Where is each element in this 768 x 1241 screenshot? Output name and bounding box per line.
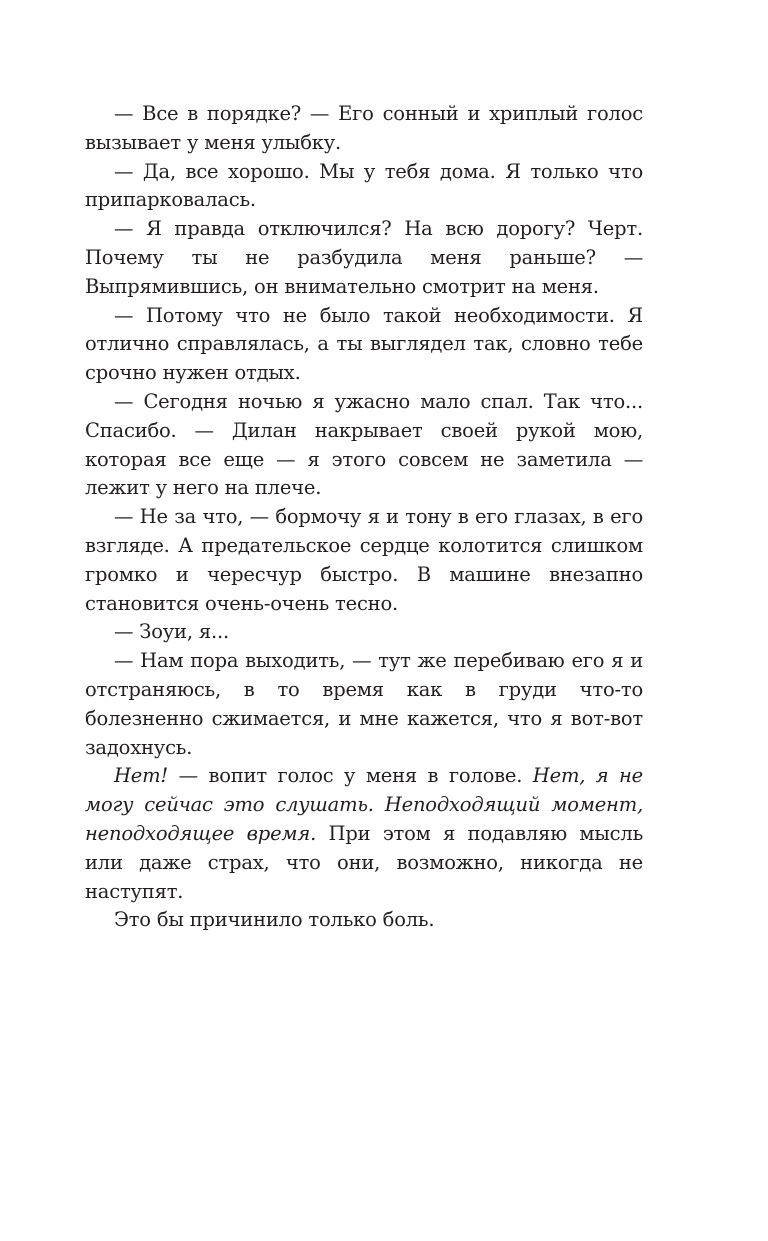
- book-page: [85, 100, 643, 935]
- paragraph-6: — Не за что, — бормочу я и тону в его глазах, в его взгляде. А предательское сердце колотится слишком громко и чересчур быстро. В машине внезапно становится очень-очень тесно.: [85, 505, 643, 615]
- paragraph-5: — Сегодня ночью я ужасно мало спал. Так что... Спасибо. — Дилан накрывает своей рукой мою, которая все еще — я этого совсем не заметила — лежит у него на плече.: [85, 389, 643, 500]
- paragraph-9: [85, 762, 643, 906]
- italic-segment-1: Нет!: [114, 764, 169, 788]
- paragraph-10: Это бы причинило только боль.: [114, 908, 435, 932]
- normal-segment-2: При этом я подавляю мысль или даже страх, что они, возможно, никогда не наступят.: [85, 821, 643, 903]
- paragraph-7: — Зоуи, я...: [114, 620, 229, 644]
- paragraph-3: — Я правда отключился? На всю дорогу? Черт. Почему ты не разбудила меня раньше? — Выпрямившись, он внимательно смотрит на меня.: [85, 217, 643, 298]
- paragraph-1: — Все в порядке? — Его сонный и хриплый голос вызывает у меня улыбку.: [85, 102, 643, 154]
- italic-segment-2: Нет, я не могу сейчас это слушать. Неподходящий момент, неподходящее время.: [85, 764, 643, 845]
- paragraph-4: — Потому что не было такой необходимости. Я отлично справлялась, а ты выглядел так, словно тебе срочно нужен отдых.: [85, 303, 643, 385]
- normal-segment-1: — вопит голос у меня в голове.: [168, 764, 533, 788]
- paragraph-2: — Да, все хорошо. Мы у тебя дома. Я только что припарковалась.: [85, 159, 643, 212]
- paragraph-8: — Нам пора выходить, — тут же перебиваю его я и отстраняюсь, в то время как в груди что-то болезненно сжимается, и мне кажется, что я вот-вот задохнусь.: [85, 649, 643, 759]
